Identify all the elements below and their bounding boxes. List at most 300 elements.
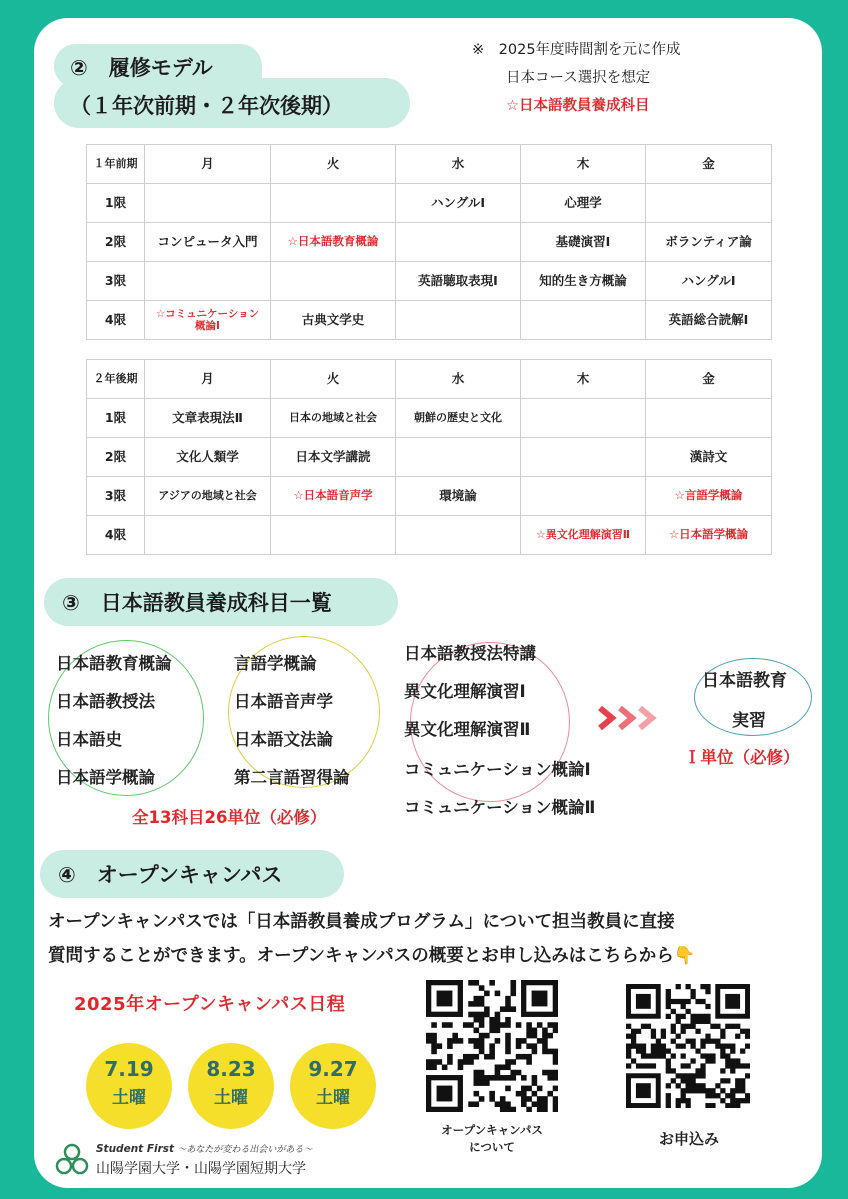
qr-module bbox=[671, 999, 676, 1004]
qr-module bbox=[495, 1028, 501, 1034]
qr-module bbox=[521, 1096, 527, 1102]
period-cell: 2限 bbox=[87, 223, 145, 262]
table-cell: 心理学 bbox=[521, 184, 646, 223]
qr2-caption: お申込み bbox=[658, 1130, 719, 1148]
qr-module bbox=[463, 1022, 469, 1028]
qr-module bbox=[474, 1043, 480, 1049]
qr-module bbox=[695, 999, 700, 1004]
qr-module bbox=[505, 1107, 511, 1112]
period-cell: 3限 bbox=[87, 262, 145, 301]
qr-module bbox=[735, 1083, 740, 1088]
qr-module bbox=[468, 1101, 474, 1107]
qr-module bbox=[690, 1073, 695, 1078]
qr-module bbox=[705, 1014, 710, 1019]
qr-module bbox=[479, 985, 485, 991]
qr-module bbox=[479, 1033, 485, 1039]
qr-module bbox=[526, 1059, 532, 1065]
qr-module bbox=[681, 1098, 686, 1103]
table-header-cell: 水 bbox=[396, 145, 521, 184]
qr1-caption-line2: について bbox=[469, 1140, 515, 1155]
table-cell bbox=[145, 262, 271, 301]
qr-module bbox=[537, 1086, 543, 1092]
qr-module bbox=[521, 1075, 527, 1081]
qr-module bbox=[730, 1048, 735, 1053]
qr-module bbox=[505, 996, 511, 1002]
qr-module bbox=[447, 1059, 453, 1065]
qr-module bbox=[553, 1096, 558, 1102]
qr-module bbox=[542, 1070, 548, 1076]
qr-module bbox=[553, 1101, 558, 1107]
qr-module bbox=[690, 1088, 695, 1093]
body-text-line1: オープンキャンパスでは「日本語教員養成プログラム」について担当教員に直接 bbox=[48, 912, 675, 932]
qr-module bbox=[730, 1098, 735, 1103]
qr-module bbox=[676, 1073, 681, 1078]
qr-module bbox=[468, 1059, 474, 1065]
qr-module bbox=[735, 1058, 740, 1063]
timetable-year2-second bbox=[86, 359, 772, 555]
qr-module bbox=[695, 1014, 700, 1019]
qr-module bbox=[700, 984, 705, 989]
qr-module bbox=[542, 1028, 548, 1034]
qr-module bbox=[745, 1029, 750, 1034]
qr-module bbox=[695, 1068, 700, 1073]
qr-module bbox=[431, 1064, 437, 1070]
footer-tagline bbox=[96, 1142, 312, 1155]
qr-module bbox=[532, 1043, 538, 1049]
table-row bbox=[87, 438, 772, 477]
qr-module bbox=[705, 1034, 710, 1039]
qr-module bbox=[686, 1083, 691, 1088]
qr-module bbox=[720, 1034, 725, 1039]
qr-module bbox=[695, 1029, 700, 1034]
qr-module bbox=[646, 1053, 651, 1058]
qr-module bbox=[426, 1033, 432, 1039]
qr-module bbox=[676, 1019, 681, 1024]
table-cell: 環境論 bbox=[396, 477, 521, 516]
qr-module bbox=[666, 1093, 671, 1098]
qr-module bbox=[740, 1063, 745, 1068]
qr-module bbox=[631, 1058, 636, 1063]
qr-module bbox=[681, 1078, 686, 1083]
table-cell-highlight: ☆日本語音声学 bbox=[271, 477, 396, 516]
qr-module bbox=[725, 1053, 730, 1058]
table-header-cell: 金 bbox=[646, 360, 772, 399]
qr-module bbox=[705, 1053, 710, 1058]
qr-module bbox=[505, 1043, 511, 1049]
table-header-cell: 火 bbox=[271, 360, 396, 399]
table-cell: 英語聴取表現Ⅰ bbox=[396, 262, 521, 301]
qr-module bbox=[700, 1068, 705, 1073]
qr-module bbox=[681, 999, 686, 1004]
qr-module bbox=[730, 1093, 735, 1098]
qr-module bbox=[636, 1044, 641, 1049]
qr-module bbox=[489, 1091, 495, 1097]
qr-module bbox=[681, 1053, 686, 1058]
table-cell bbox=[145, 516, 271, 555]
qr-finder bbox=[532, 991, 548, 1007]
qr-module bbox=[547, 1022, 553, 1028]
qr-module bbox=[495, 1022, 501, 1028]
table-row bbox=[87, 516, 772, 555]
qr-module bbox=[474, 996, 480, 1002]
qr-module bbox=[681, 1029, 686, 1034]
qr-module bbox=[651, 1034, 656, 1039]
qr-module bbox=[516, 1091, 522, 1097]
qr-module bbox=[553, 1054, 558, 1060]
table-header-cell: 木 bbox=[521, 360, 646, 399]
qr-module bbox=[730, 1058, 735, 1063]
qr-module bbox=[431, 1049, 437, 1055]
table-row bbox=[87, 477, 772, 516]
qr-module bbox=[641, 1024, 646, 1029]
qr-module bbox=[484, 1012, 490, 1018]
qr-module bbox=[651, 1063, 656, 1068]
table-cell-highlight: ☆異文化理解演習Ⅱ bbox=[521, 516, 646, 555]
qr-module bbox=[720, 1068, 725, 1073]
table-cell: ボランティア論 bbox=[646, 223, 772, 262]
table-cell bbox=[145, 184, 271, 223]
qr-module bbox=[690, 1044, 695, 1049]
qr-module bbox=[474, 1012, 480, 1018]
qr-module bbox=[676, 1044, 681, 1049]
table-cell-highlight: ☆コミュニケーション概論Ⅰ bbox=[145, 301, 271, 340]
qr-module bbox=[626, 1034, 631, 1039]
qr-module bbox=[521, 1091, 527, 1097]
table-cell bbox=[646, 399, 772, 438]
qr-module bbox=[510, 1059, 516, 1065]
qr-module bbox=[636, 1063, 641, 1068]
qr-module bbox=[484, 1080, 490, 1086]
qr1-caption bbox=[422, 1122, 562, 1157]
qr-module bbox=[720, 1088, 725, 1093]
qr-module bbox=[740, 1098, 745, 1103]
qr-module bbox=[686, 1039, 691, 1044]
qr-module bbox=[725, 1044, 730, 1049]
note-line2: 日本コース選択を想定 bbox=[506, 70, 651, 86]
date-weekday: 土曜 bbox=[112, 1088, 146, 1108]
qr-module bbox=[537, 1022, 543, 1028]
section4-title-text: ④ オープンキャンパス bbox=[58, 863, 283, 887]
qr-module bbox=[526, 1033, 532, 1039]
qr-module bbox=[479, 1070, 485, 1076]
qr-module bbox=[458, 1059, 464, 1065]
qr-module bbox=[666, 1063, 671, 1068]
qr-module bbox=[700, 1073, 705, 1078]
qr-module bbox=[705, 1019, 710, 1024]
table-row bbox=[87, 184, 772, 223]
qr-module bbox=[526, 1028, 532, 1034]
qr-module bbox=[745, 1098, 750, 1103]
qr-module bbox=[686, 1009, 691, 1014]
qr-module bbox=[489, 1096, 495, 1102]
qr-module bbox=[666, 994, 671, 999]
qr-module bbox=[547, 1070, 553, 1076]
qr-module bbox=[484, 1075, 490, 1081]
qr-code-open-campus[interactable] bbox=[426, 980, 558, 1112]
table-cell: 古典文学史 bbox=[271, 301, 396, 340]
body-text-line2: 質問することができます。オープンキャンパスの概要とお申し込みはこちらから👇 bbox=[48, 946, 696, 966]
qr-module bbox=[537, 1038, 543, 1044]
qr-module bbox=[447, 1022, 453, 1028]
qr-module bbox=[542, 1096, 548, 1102]
qr-module bbox=[510, 991, 516, 997]
qr-module bbox=[700, 1019, 705, 1024]
qr-module bbox=[631, 1034, 636, 1039]
qr-module bbox=[437, 1059, 443, 1065]
subject-item: 日本語学概論 bbox=[56, 768, 155, 787]
section2-subtitle: （１年次前期・２年次後期） bbox=[70, 94, 343, 118]
qr-module bbox=[641, 1044, 646, 1049]
flyer-card bbox=[34, 18, 822, 1188]
qr-module bbox=[661, 1034, 666, 1039]
timetable-year1-first bbox=[86, 144, 772, 340]
section3-title bbox=[44, 578, 398, 626]
qr-module bbox=[690, 1019, 695, 1024]
qr-module bbox=[537, 1107, 543, 1112]
qr-module bbox=[695, 1019, 700, 1024]
qr-module bbox=[452, 1038, 458, 1044]
qr-module bbox=[651, 1053, 656, 1058]
qr-module bbox=[474, 980, 480, 986]
qr-module bbox=[526, 1022, 532, 1028]
qr-module bbox=[720, 1053, 725, 1058]
qr-module bbox=[468, 1022, 474, 1028]
tagline-sub: ～あなたが変わる出会いがある～ bbox=[177, 1145, 313, 1155]
qr-module bbox=[526, 1086, 532, 1092]
qr-module bbox=[745, 1044, 750, 1049]
qr-module bbox=[641, 1053, 646, 1058]
qr-module bbox=[542, 1033, 548, 1039]
practice-label-line1: 日本語教育 bbox=[702, 671, 787, 691]
arrow-chevrons-icon bbox=[596, 704, 666, 732]
qr-module bbox=[474, 1101, 480, 1107]
table-header-cell: 月 bbox=[145, 145, 271, 184]
date-badge bbox=[290, 1043, 376, 1129]
qr-module bbox=[505, 1049, 511, 1055]
qr-module bbox=[526, 1043, 532, 1049]
qr-module bbox=[690, 1024, 695, 1029]
qr-module bbox=[463, 1059, 469, 1065]
qr-module bbox=[426, 1064, 432, 1070]
qr-module bbox=[666, 1014, 671, 1019]
qr-module bbox=[626, 1063, 631, 1068]
table-cell: コンピュータ入門 bbox=[145, 223, 271, 262]
qr-module bbox=[479, 1038, 485, 1044]
qr-module bbox=[553, 1049, 558, 1055]
qr-module bbox=[626, 1048, 631, 1053]
qr-module bbox=[458, 1038, 464, 1044]
section2-title: ② 履修モデル bbox=[70, 56, 213, 80]
table-cell bbox=[271, 262, 396, 301]
qr-finder bbox=[437, 991, 453, 1007]
qr-module bbox=[489, 1054, 495, 1060]
qr-module bbox=[730, 1063, 735, 1068]
qr-module bbox=[681, 1024, 686, 1029]
qr-module bbox=[666, 1004, 671, 1009]
table-row bbox=[87, 262, 772, 301]
qr-module bbox=[651, 1029, 656, 1034]
qr-module bbox=[510, 1107, 516, 1112]
qr-module bbox=[505, 1064, 511, 1070]
date-badge bbox=[86, 1043, 172, 1129]
section2-title-line1 bbox=[54, 44, 262, 88]
qr-module bbox=[695, 1083, 700, 1088]
qr-module bbox=[666, 989, 671, 994]
qr-module bbox=[745, 1063, 750, 1068]
table-cell: 日本の地域と社会 bbox=[271, 399, 396, 438]
qr-module bbox=[521, 1101, 527, 1107]
qr-module bbox=[666, 1098, 671, 1103]
qr-module bbox=[479, 1017, 485, 1023]
qr-module bbox=[505, 1038, 511, 1044]
qr-module bbox=[656, 1039, 661, 1044]
qr-module bbox=[505, 1006, 511, 1012]
qr-module bbox=[725, 1103, 730, 1108]
period-cell: 4限 bbox=[87, 301, 145, 340]
qr-module bbox=[495, 1012, 501, 1018]
qr-module bbox=[547, 1033, 553, 1039]
qr-module bbox=[426, 1059, 432, 1065]
schedule-title: 2025年オープンキャンパス日程 bbox=[74, 994, 346, 1015]
qr-module bbox=[505, 1033, 511, 1039]
qr-module bbox=[437, 1043, 443, 1049]
table-header-cell: 木 bbox=[521, 145, 646, 184]
qr-module bbox=[700, 1083, 705, 1088]
qr-module bbox=[495, 991, 501, 997]
qr-module bbox=[495, 1064, 501, 1070]
qr-code-icon bbox=[626, 984, 750, 1108]
qr-module bbox=[489, 1028, 495, 1034]
qr-module bbox=[505, 1101, 511, 1107]
qr-module bbox=[676, 1083, 681, 1088]
subject-item: コミュニケーション概論Ⅱ bbox=[404, 798, 596, 817]
qr-module bbox=[715, 1093, 720, 1098]
table-cell bbox=[521, 399, 646, 438]
qr-module bbox=[725, 1093, 730, 1098]
qr-module bbox=[730, 1068, 735, 1073]
qr-module bbox=[521, 1054, 527, 1060]
table-cell: 基礎演習Ⅰ bbox=[521, 223, 646, 262]
qr-module bbox=[426, 1038, 432, 1044]
qr-module bbox=[474, 1038, 480, 1044]
table-cell: 英語総合読解Ⅰ bbox=[646, 301, 772, 340]
qr-module bbox=[666, 999, 671, 1004]
qr-module bbox=[676, 1034, 681, 1039]
qr-module bbox=[442, 1022, 448, 1028]
qr-module bbox=[671, 1029, 676, 1034]
qr-module bbox=[553, 1075, 558, 1081]
qr-module bbox=[553, 1028, 558, 1034]
qr-module bbox=[720, 1029, 725, 1034]
qr-module bbox=[730, 1044, 735, 1049]
qr-module bbox=[676, 984, 681, 989]
qr-module bbox=[553, 1086, 558, 1092]
qr-module bbox=[715, 1024, 720, 1029]
qr-module bbox=[735, 1024, 740, 1029]
qr-module bbox=[735, 1063, 740, 1068]
qr-module bbox=[484, 1033, 490, 1039]
qr-module bbox=[500, 1107, 506, 1112]
qr-module bbox=[681, 1088, 686, 1093]
qr-module bbox=[715, 1044, 720, 1049]
qr-module bbox=[479, 1043, 485, 1049]
qr-module bbox=[745, 1093, 750, 1098]
qr-finder bbox=[725, 994, 740, 1009]
qr-module bbox=[532, 1075, 538, 1081]
qr-module bbox=[510, 1006, 516, 1012]
qr-module bbox=[725, 1078, 730, 1083]
qr-module bbox=[695, 1073, 700, 1078]
qr-module bbox=[442, 1064, 448, 1070]
qr-module bbox=[681, 1093, 686, 1098]
qr-finder bbox=[437, 1086, 453, 1102]
qr-module bbox=[489, 1049, 495, 1055]
qr-module bbox=[474, 1091, 480, 1097]
qr-module bbox=[631, 1029, 636, 1034]
qr-module bbox=[495, 1075, 501, 1081]
qr-code-icon bbox=[426, 980, 558, 1112]
qr-module bbox=[740, 1029, 745, 1034]
qr-module bbox=[521, 1086, 527, 1092]
qr-module bbox=[521, 1038, 527, 1044]
qr-module bbox=[500, 1006, 506, 1012]
qr-module bbox=[447, 1043, 453, 1049]
period-cell: 3限 bbox=[87, 477, 145, 516]
qr-module bbox=[532, 1033, 538, 1039]
qr-module bbox=[705, 1093, 710, 1098]
university-name: 山陽学園大学・山陽学園短期大学 bbox=[96, 1161, 306, 1177]
qr-module bbox=[468, 1038, 474, 1044]
qr-module bbox=[479, 996, 485, 1002]
qr-module bbox=[676, 1014, 681, 1019]
qr-module bbox=[671, 1078, 676, 1083]
table-cell-highlight: ☆言語学概論 bbox=[646, 477, 772, 516]
qr-module bbox=[516, 1043, 522, 1049]
qr-module bbox=[700, 1039, 705, 1044]
qr-module bbox=[715, 1083, 720, 1088]
qr-module bbox=[735, 1078, 740, 1083]
table-cell-highlight: ☆日本語学概論 bbox=[646, 516, 772, 555]
qr-module bbox=[474, 1028, 480, 1034]
qr-module bbox=[542, 1038, 548, 1044]
qr-module bbox=[700, 1053, 705, 1058]
qr-module bbox=[661, 1029, 666, 1034]
qr-module bbox=[671, 1009, 676, 1014]
qr-module bbox=[720, 1098, 725, 1103]
qr-module bbox=[495, 1070, 501, 1076]
qr-module bbox=[484, 1054, 490, 1060]
qr-module bbox=[510, 980, 516, 986]
qr-module bbox=[489, 1043, 495, 1049]
qr-module bbox=[510, 985, 516, 991]
table-cell bbox=[521, 477, 646, 516]
qr-module bbox=[681, 1004, 686, 1009]
subject-item: 日本語教育概論 bbox=[56, 654, 172, 673]
qr-module bbox=[646, 1063, 651, 1068]
qr-module bbox=[730, 1088, 735, 1093]
qr-module bbox=[636, 1048, 641, 1053]
qr-module bbox=[631, 1044, 636, 1049]
qr-module bbox=[532, 1091, 538, 1097]
qr-code-application[interactable] bbox=[626, 984, 750, 1108]
qr-module bbox=[547, 1091, 553, 1097]
table-cell: 日本文学講読 bbox=[271, 438, 396, 477]
qr-module bbox=[468, 1054, 474, 1060]
qr-module bbox=[705, 984, 710, 989]
qr-module bbox=[474, 1070, 480, 1076]
table-header-cell: 金 bbox=[646, 145, 772, 184]
note-line3: ☆日本語教員養成科目 bbox=[506, 98, 650, 114]
